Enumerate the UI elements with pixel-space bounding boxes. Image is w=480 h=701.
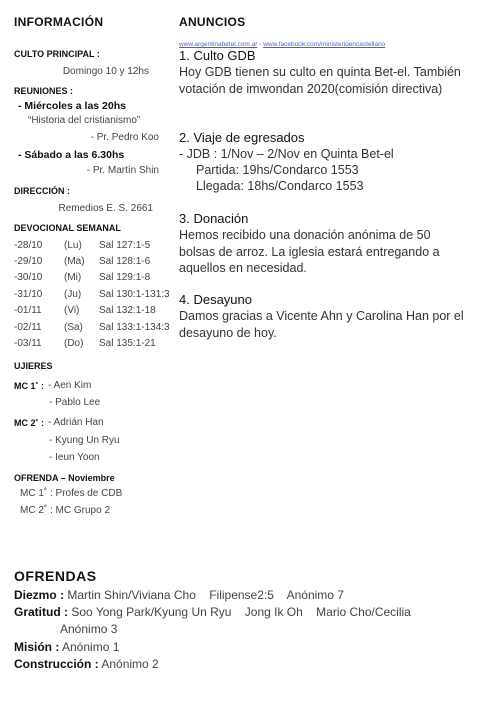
ujier-name: - Pablo Lee xyxy=(49,397,101,408)
dev-ref: Sal 130:1-131:3 xyxy=(99,289,170,300)
anuncio-body: Damos gracias a Vicente Ahn y Carolina Han por el desayuno de hoy. xyxy=(179,309,464,340)
gratitud-value-2: Anónimo 3 xyxy=(60,622,118,636)
dev-date: -29/10 xyxy=(14,256,43,267)
mision-value: Anónimo 1 xyxy=(62,640,120,654)
reuniones-label: REUNIONES : xyxy=(14,86,74,96)
ofrenda-label: OFRENDA – Noviembre xyxy=(14,473,115,483)
dev-day: (Do) xyxy=(64,338,84,349)
anuncio-body: Hemos recibido una donación anónima de 50 bolsas de arroz. La iglesia estará entregando a aquellos en necesidad. xyxy=(179,228,440,275)
dev-day: (Sa) xyxy=(64,322,83,333)
ujier-name: - Aen Kim xyxy=(48,380,92,391)
anuncio-heading: 2. Viaje de egresados xyxy=(179,130,305,145)
ujieres-label: UJIERES xyxy=(14,361,53,371)
anuncio-body: Hoy GDB tienen su culto en quinta Bet-el. También votación de imwondan 2020(comisión directiva) xyxy=(179,65,461,96)
dev-day: (Mi) xyxy=(64,272,82,283)
reunion-sat-speaker: - Pr. Martín Shin xyxy=(86,165,159,176)
ujier-name: - Adrián Han xyxy=(48,417,104,428)
ofrenda-line: MC 2˚ : MC Grupo 2 xyxy=(20,505,111,516)
dev-date: -28/10 xyxy=(14,240,43,251)
anuncio-heading: 1. Culto GDB xyxy=(179,48,256,63)
anuncio-line: Partida: 19hs/Condarco 1553 xyxy=(196,163,359,177)
dev-ref: Sal 128:1-6 xyxy=(99,256,151,267)
culto-value: Domingo 10 y 12hs xyxy=(62,66,149,77)
reunion-wed-speaker: - Pr. Pedro Koo xyxy=(90,132,159,143)
gratitud-label: Gratitud : xyxy=(14,605,68,619)
dev-date: -03/11 xyxy=(14,338,42,349)
ofrendas-construccion xyxy=(14,657,159,671)
anuncio-line: - JDB : 1/Nov – 2/Nov en Quinta Bet-el xyxy=(179,147,394,161)
ofrendas-title: OFRENDAS xyxy=(14,568,97,584)
construccion-value: Anónimo 2 xyxy=(101,657,159,671)
dev-ref: Sal 133:1-134:3 xyxy=(99,322,170,333)
mision-label: Misión : xyxy=(14,640,60,654)
culto-label: CULTO PRINCIPAL : xyxy=(14,49,100,59)
diezmo-label: Diezmo : xyxy=(14,588,65,602)
website-link[interactable]: www.argentinabetel.com.ar xyxy=(179,41,258,48)
dev-date: -01/11 xyxy=(14,305,42,316)
ujier-name: - Kyung Un Ryu xyxy=(49,435,120,446)
dev-ref: Sal 129:1-8 xyxy=(99,272,151,283)
dev-date: -31/10 xyxy=(14,289,43,300)
direccion-value: Remedios E. S. 2661 xyxy=(58,203,153,214)
reunion-wed-label: - Miércoles a las 20hs xyxy=(18,100,126,112)
reunion-wed-topic: “Historia del cristianismo” xyxy=(28,115,141,126)
dev-ref: Sal 132:1-18 xyxy=(99,305,156,316)
ofrendas-gratitud xyxy=(14,605,411,619)
ofrenda-line: MC 1˚ : Profes de CDB xyxy=(20,488,123,499)
ujieres-mc1-label: MC 1˚ : xyxy=(14,381,44,391)
anuncios-title: ANUNCIOS xyxy=(179,15,246,29)
dev-date: -02/11 xyxy=(14,322,42,333)
facebook-link[interactable]: www.facebook.com/ministerioencastellano xyxy=(263,41,386,48)
devocional-label: DEVOCIONAL SEMANAL xyxy=(14,223,121,233)
direccion-label: DIRECCIÓN : xyxy=(14,186,70,196)
dev-ref: Sal 127:1-5 xyxy=(99,240,151,251)
dev-day: (Vi) xyxy=(64,305,80,316)
info-title: INFORMACIÓN xyxy=(14,15,104,29)
anuncio-heading: 4. Desayuno xyxy=(179,292,252,307)
construccion-label: Construcción : xyxy=(14,657,99,671)
anuncio-heading: 3. Donación xyxy=(179,211,249,226)
link-separator: - xyxy=(257,41,264,48)
ofrendas-diezmo xyxy=(14,588,344,602)
gratitud-value: Soo Yong Park/Kyung Un Ryu Jong Ik Oh Mario Cho/Cecilia xyxy=(71,605,411,619)
dev-ref: Sal 135:1-21 xyxy=(99,338,156,349)
dev-day: (Ju) xyxy=(64,289,82,300)
dev-date: -30/10 xyxy=(14,272,43,283)
ofrendas-mision xyxy=(14,640,119,654)
ujieres-mc2-label: MC 2˚ : xyxy=(14,418,44,428)
reunion-sat-label: - Sábado a las 6.30hs xyxy=(18,149,125,161)
ujier-name: - Ieun Yoon xyxy=(49,452,100,463)
anuncio-line: Llegada: 18hs/Condarco 1553 xyxy=(196,179,364,193)
diezmo-value: Martin Shin/Viviana Cho Filipense2:5 Anónimo 7 xyxy=(67,588,344,602)
dev-day: (Ma) xyxy=(64,256,85,267)
dev-day: (Lu) xyxy=(64,240,82,251)
